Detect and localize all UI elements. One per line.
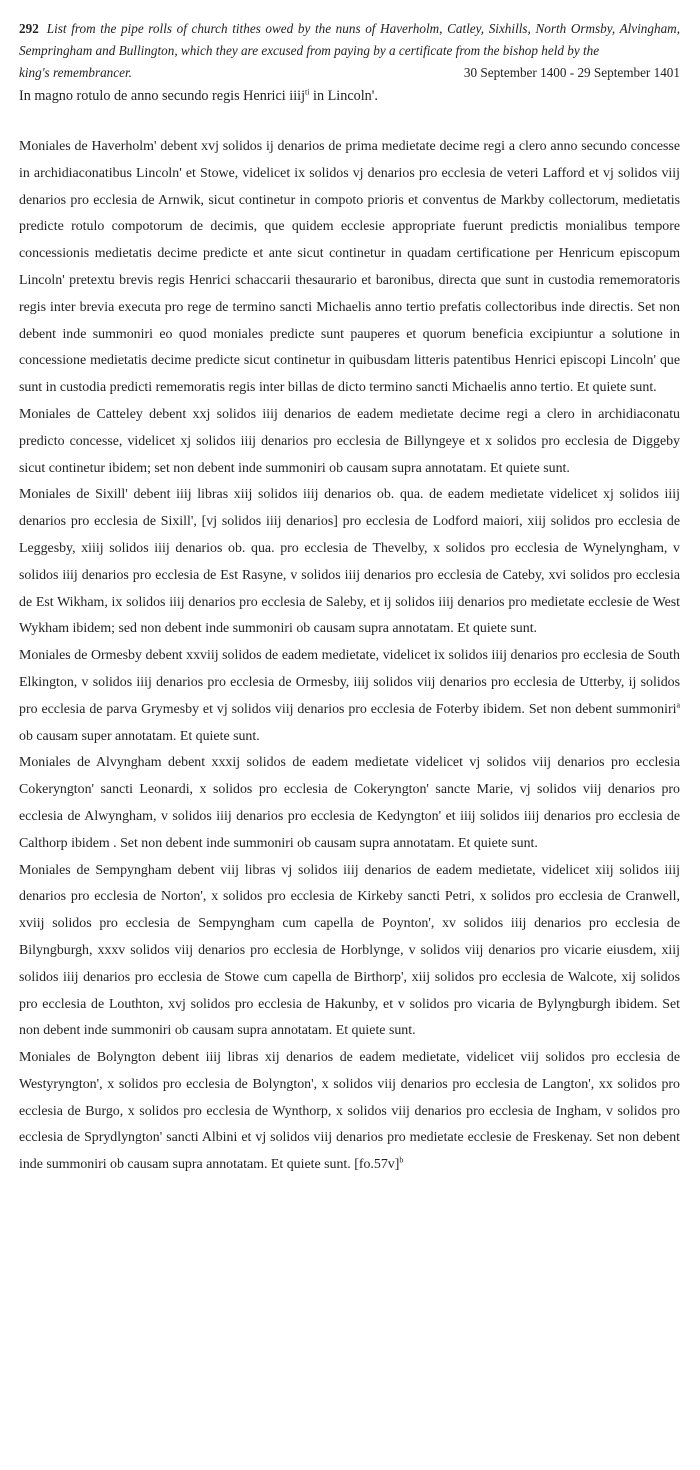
paragraph-ormsby — [19, 643, 680, 750]
entry-heading — [19, 18, 680, 84]
document-page — [19, 18, 680, 1179]
paragraph-bullington — [19, 1045, 680, 1179]
footnote-marker-b: b — [399, 1155, 404, 1165]
entry-title-line-2: Alvingham, Sempringham and Bullington, which they are excused from paying by a certificate from the bishop held by the — [19, 21, 680, 58]
paragraph-sempringham: Moniales de Sempyngham debent viij libras vj solidos iiij denarios de eadem medietate, videlicet xiij solidos iiij denarios pro ecclesia de Norton', x solidos pro ecclesia de Kirkeby sancti Petri, x solidos pro ecclesia de Cranwell, xviij solidos pro ecclesia de Sempyngham cum capella de Poynton', xv solidos iiij denarios pro ecclesia de Bilyngburgh, xxxv solidos viij denarios pro ecclesia de Horblynge, v solidos viij denarios pro vicarie eiusdem, xiij solidos iiij denarios pro ecclesia de Stowe cum capella de Birthorp', xiij solidos pro ecclesia de Walcote, xij solidos pro ecclesia de Louthton, xvj solidos pro ecclesia de Hakunby, et v solidos pro vicaria de Bylyngburgh ibidem. Set non debent inde summoniri ob causam supra annotatam. Et quiete sunt. — [19, 862, 680, 1039]
paragraph-sixhills: Moniales de Sixill' debent iiij libras xiij solidos iiij denarios ob. qua. de eadem medietate videlicet xj solidos iiij denarios pro ecclesia de Sixill', [vj solidos iiij denarios] pro ecclesia de Lodford maiori, xiij solidos pro ecclesia de Leggesby, xiiij solidos iiij denarios ob. qua. pro ecclesia de Thevelby, x solidos pro ecclesia de Wynelyngham, v solidos iiij denarios pro ecclesia de Est Rasyne, v solidos iiij denarios pro ecclesia de Cateby, xvi solidos pro ecclesia de Est Wikham, ix solidos iiij denarios pro ecclesia de Saleby, et ij solidos iiij denarios pro medietate ecclesie de West Wykham ibidem; sed non debent inde summoniri ob causam supra annotatam. Et quiete sunt. — [19, 487, 680, 637]
entry-title-line-1: List from the pipe rolls of church tithes owed by the nuns of Haverholm, Catley, Sixhills, North Ormsby, — [46, 21, 616, 36]
paragraph-catley: Moniales de Catteley debent xxj solidos iiij denarios de eadem medietate decime regi a clero in archidiaconatu predicto concesse, videlicet xj solidos iiij denarios pro ecclesia de Billyngeye et x solidos pro ecclesia de Diggeby sicut continetur ibidem; set non debent inde summoniri ob causam supra annotatam. Et quiete sunt. — [19, 406, 680, 476]
blank-line — [19, 107, 680, 134]
entry-number: 292 — [19, 21, 39, 36]
paragraph-haverholm: Moniales de Haverholm' debent xvj solidos ij denarios de prima medietate decime regi a clero anno secundo concesse in archidiaconatibus Lincoln' et Stowe, videlicet ix solidos vj denarios pro ecclesia de veteri Lafford et vj solidos viij denarios pro ecclesia de Arnwik, sicut continetur in compoto prioris et conventus de Markby collectorum, medietatis predicte rotulo compotorum de decimis, que quidem ecclesie appropriate fuerunt predictis monialibus tempore concessionis medietatis decime predicte et ante sicut continetur in quadam certificatione per Henricum episcopum Lincoln' pretextu brevis regis Henrici schaccarii thesaurario et baronibus, directa que sunt in custodia rememoratoris regis inter brevia executa pro rege de termino sancti Michaelis anno tertio prefatis collectoribus inde directis. Set non debent inde summoniri eo quod moniales predicte sunt pauperes et quorum beneficia excipiuntur a solutione in concessione medietatis decime predicte sicut continetur in quibusdam litteris patentibus Henrici episcopi Lincoln' que sunt in custodia predicti rememoratis regis inter billas de dicto termino sancti Michaelis anno tertio. Et quiete sunt. — [19, 139, 680, 396]
entry-title-last-line — [19, 62, 680, 84]
entry-dates: 30 September 1400 - 29 September 1401 — [463, 65, 680, 80]
paragraph-bullington-text: Moniales de Bolyngton debent iiij libras xij denarios de eadem medietate, videlicet viij solidos pro ecclesia de Westyryngton', x solidos pro ecclesia de Bolyngton', x solidos viij denarios pro ecclesia de Langton', xx solidos pro ecclesia de Burgo, x solidos pro ecclesia de Wynthorp, x solidos viij denarios pro ecclesia de Ingham, v solidos pro ecclesia de Sprydlyngton' sancti Albini et vj solidos viij denarios pro medietate ecclesie de Freskenay. Set non debent inde summoniri ob causam supra annotatam. Et quiete sunt. [fo.57v] — [19, 1050, 680, 1173]
roll-reference — [19, 85, 680, 107]
roll-reference-superscript: ti — [305, 87, 310, 97]
paragraph-ormsby-rest: ob causam super annotatam. Et quiete sunt. — [19, 728, 260, 744]
footnote-marker-a: a — [676, 700, 680, 710]
roll-reference-text: In magno rotulo de anno secundo regis Henrici iiij — [19, 88, 306, 104]
paragraph-alvingham: Moniales de Alvyngham debent xxxij solidos de eadem medietate videlicet vj solidos viij denarios pro ecclesia Cokeryngton' sancti Leonardi, x solidos pro ecclesia de Cokeryngton' sancte Marie, vj solidos viij denarios pro ecclesia de Alwyngham, v solidos iiij denarios pro ecclesia de Kedyngton' et iiij solidos iiij denarios pro ecclesia de Calthorp ibidem . Set non debent inde summoniri ob causam supra annotatam. Et quiete sunt. — [19, 755, 680, 851]
paragraph-ormsby-text: Moniales de Ormesby debent xxviij solidos de eadem medietate, videlicet ix solidos iiij denarios pro ecclesia de South Elkington, v solidos iiij denarios pro ecclesia de Ormesby, iiij solidos viij denarios pro ecclesia de Utterby, ij solidos pro ecclesia de parva Grymesby et vj solidos viij denarios pro ecclesia de Foterby ibidem. Set non debent summoniri — [19, 648, 680, 717]
entry-title-line-3: king's remembrancer. — [19, 65, 132, 80]
roll-reference-place: in Lincoln'. — [309, 88, 378, 104]
